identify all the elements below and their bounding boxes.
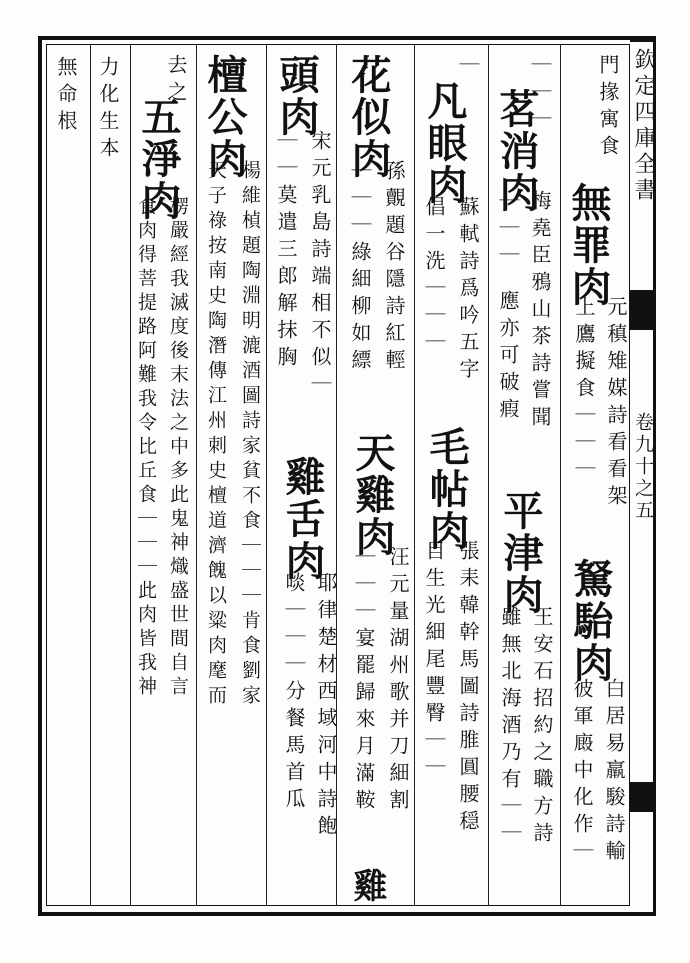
- text-line: ｜｜｜綠細柳如縹: [348, 160, 372, 376]
- banner-fishtail-top: [630, 290, 656, 330]
- text-line: 去之: [164, 54, 188, 108]
- banner-title: 欽定四庫全書: [631, 48, 656, 204]
- text-line: 孫覿題谷隱詩紅輕: [382, 160, 406, 376]
- text-line: 元稹雉媒詩看看架: [604, 296, 628, 512]
- text-line: 宋元乳島詩端相不似｜: [308, 130, 332, 400]
- text-line: 彼軍廄中化作｜: [570, 678, 594, 867]
- text-line: 梅堯臣鴉山茶詩嘗聞: [528, 190, 552, 433]
- text-line: 雖無北海酒乃有｜｜: [498, 606, 522, 849]
- text-line: ｜｜｜: [528, 54, 552, 135]
- text-line: ｜: [456, 54, 480, 81]
- text-line: 王安石招約之職方詩: [530, 606, 554, 849]
- banner-fishtail-bottom: [630, 782, 656, 812]
- text-line: 蘇軾詩爲吟五字: [456, 196, 480, 385]
- text-line: 天子祿按南史陶潛傳江州刺史檀道濟餽以粱肉麾而: [205, 160, 227, 710]
- entry-heading: 雞舌肉: [279, 456, 326, 582]
- entry-heading: 駑駘肉: [567, 558, 614, 684]
- text-line: 啖｜｜｜分餐馬首瓜: [282, 572, 306, 815]
- column-rule: [266, 44, 267, 906]
- text-line: 耶律楚材西域河中詩飽: [314, 572, 338, 842]
- text-line: ｜｜｜宴罷歸來月滿鞍: [352, 546, 376, 816]
- page-banner: [630, 40, 656, 912]
- column-rule: [90, 44, 91, 906]
- text-line: 倡一洗｜｜｜: [422, 196, 446, 358]
- column-rule: [196, 44, 197, 906]
- text-line: ｜｜｜: [496, 190, 520, 271]
- text-line: 力化生本: [96, 56, 120, 164]
- entry-heading: 五淨肉: [135, 96, 182, 222]
- text-line: 白居易羸駿詩輸: [602, 678, 626, 867]
- entry-heading: 茗消肉: [493, 88, 540, 214]
- text-line: 楞嚴經我滅度後末法之中多此鬼神熾盛世間自言: [167, 196, 189, 700]
- text-line: 目生光細尾豐臀｜｜: [422, 540, 446, 783]
- text-line: 門掾寓食: [596, 54, 620, 162]
- entry-heading: 頭肉: [273, 54, 320, 138]
- column-rule: [488, 44, 489, 906]
- text-line: 無命根: [54, 56, 78, 137]
- entry-heading: 檀公肉: [201, 54, 248, 180]
- banner-volume: 卷九十之五: [632, 412, 654, 522]
- text-line: 汪元量湖州歌并刀細割: [386, 546, 410, 816]
- entry-heading: 平津肉: [497, 490, 544, 616]
- text-line: 上鷹擬食｜｜｜: [572, 296, 596, 485]
- entry-heading: 凡眼肉: [421, 80, 468, 206]
- banner-rule: [630, 40, 656, 42]
- entry-heading: 無罪肉: [565, 182, 612, 308]
- text-line: 食肉得菩提路阿難我令比丘食｜｜｜此肉皆我神: [135, 196, 157, 700]
- column-rule: [414, 44, 415, 906]
- entry-heading: 毛帖肉: [423, 426, 470, 552]
- entry-heading-fragment: 雞: [347, 868, 387, 904]
- column-rule: [560, 44, 561, 906]
- text-line: 楊維楨題陶淵明漉酒圖詩家貧不食｜｜｜肯食劉家: [239, 160, 261, 710]
- entry-heading: 天雞肉: [349, 432, 396, 558]
- text-line: ｜｜莫遣三郎解抹胸: [274, 130, 298, 373]
- text-line: 應亦可破瘕: [496, 290, 520, 425]
- entry-heading: 花似肉: [345, 54, 392, 180]
- text-line: 張耒韓幹馬圖詩脽圓腰穏: [456, 540, 480, 837]
- column-rule: [130, 44, 131, 906]
